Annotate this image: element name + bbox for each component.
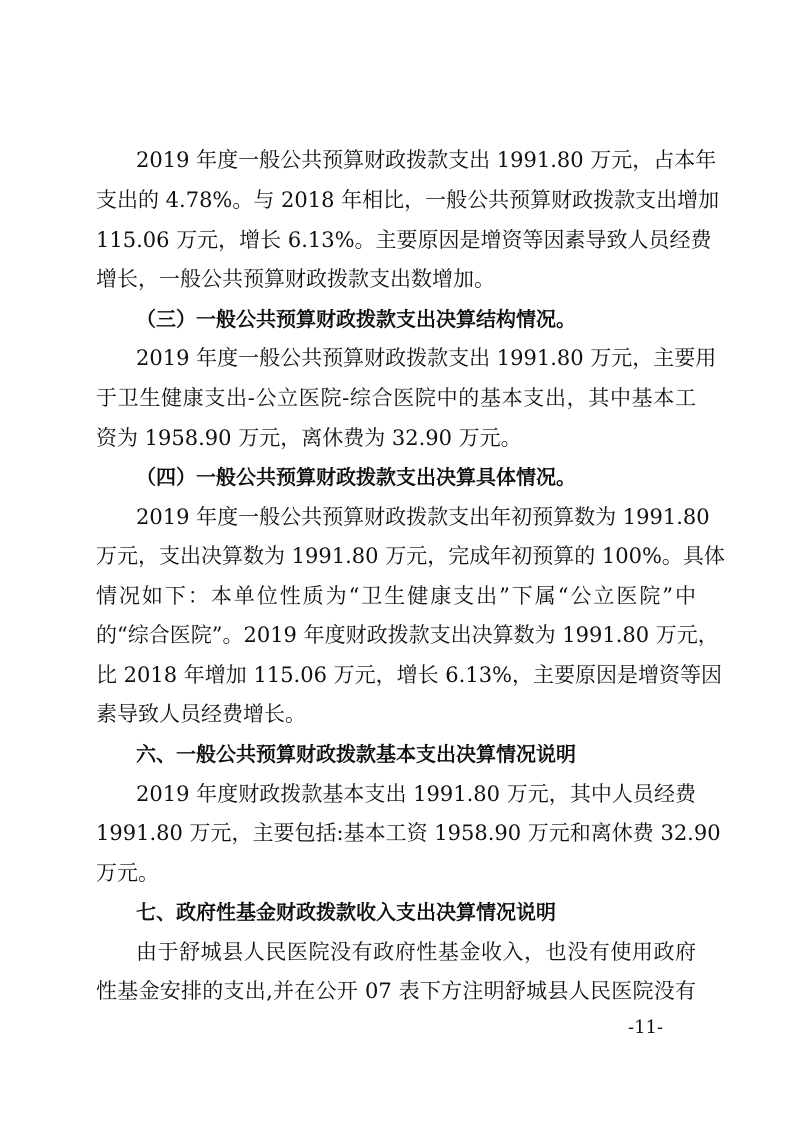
paragraph-line: 2019 年度一般公共预算财政拨款支出 1991.80 万元，主要用 — [136, 346, 717, 370]
section-heading: 六、一般公共预算财政拨款基本支出决算情况说明 — [136, 742, 576, 766]
paragraph-line: 1991.80 万元，主要包括:基本工资 1958.90 万元和离休费 32.90 — [96, 821, 721, 845]
paragraph-line: 于卫生健康支出-公立医院-综合医院中的基本支出，其中基本工 — [96, 386, 696, 410]
paragraph-line: 2019 年度一般公共预算财政拨款支出年初预算数为 1991.80 — [136, 505, 710, 529]
paragraph-line: 情况如下：本单位性质为“卫生健康支出”下属“公立医院”中 — [96, 584, 696, 608]
paragraph-line: 支出的 4.78%。与 2018 年相比，一般公共预算财政拨款支出增加 — [96, 188, 720, 212]
paragraph-line: 万元，支出决算数为 1991.80 万元，完成年初预算的 100%。具体 — [96, 544, 725, 568]
paragraph-line: 115.06 万元，增长 6.13%。主要原因是增资等因素导致人员经费 — [96, 228, 712, 252]
paragraph-line: 增长，一般公共预算财政拨款支出数增加。 — [96, 267, 495, 291]
paragraph-line: 万元。 — [96, 861, 159, 885]
paragraph-line: 2019 年度财政拨款基本支出 1991.80 万元，其中人员经费 — [136, 782, 696, 806]
paragraph-line: 比 2018 年增加 115.06 万元，增长 6.13%，主要原因是增资等因 — [96, 663, 723, 687]
section-heading: （三）一般公共预算财政拨款支出决算结构情况。 — [136, 307, 576, 331]
paragraph-line: 2019 年度一般公共预算财政拨款支出 1991.80 万元，占本年 — [136, 148, 717, 172]
paragraph-line: 性基金安排的支出,并在公开 07 表下方注明舒城县人民医院没有 — [96, 979, 696, 1003]
section-heading: 七、政府性基金财政拨款收入支出决算情况说明 — [136, 900, 556, 924]
paragraph-line: 的“综合医院”。2019 年度财政拨款支出决算数为 1991.80 万元， — [96, 623, 719, 647]
section-heading: （四）一般公共预算财政拨款支出决算具体情况。 — [136, 465, 576, 489]
paragraph-line: 素导致人员经费增长。 — [96, 702, 306, 726]
page-number: -11- — [628, 1017, 664, 1038]
paragraph-line: 由于舒城县人民医院没有政府性基金收入，也没有使用政府 — [136, 940, 696, 964]
paragraph-line: 资为 1958.90 万元，离休费为 32.90 万元。 — [96, 426, 522, 450]
